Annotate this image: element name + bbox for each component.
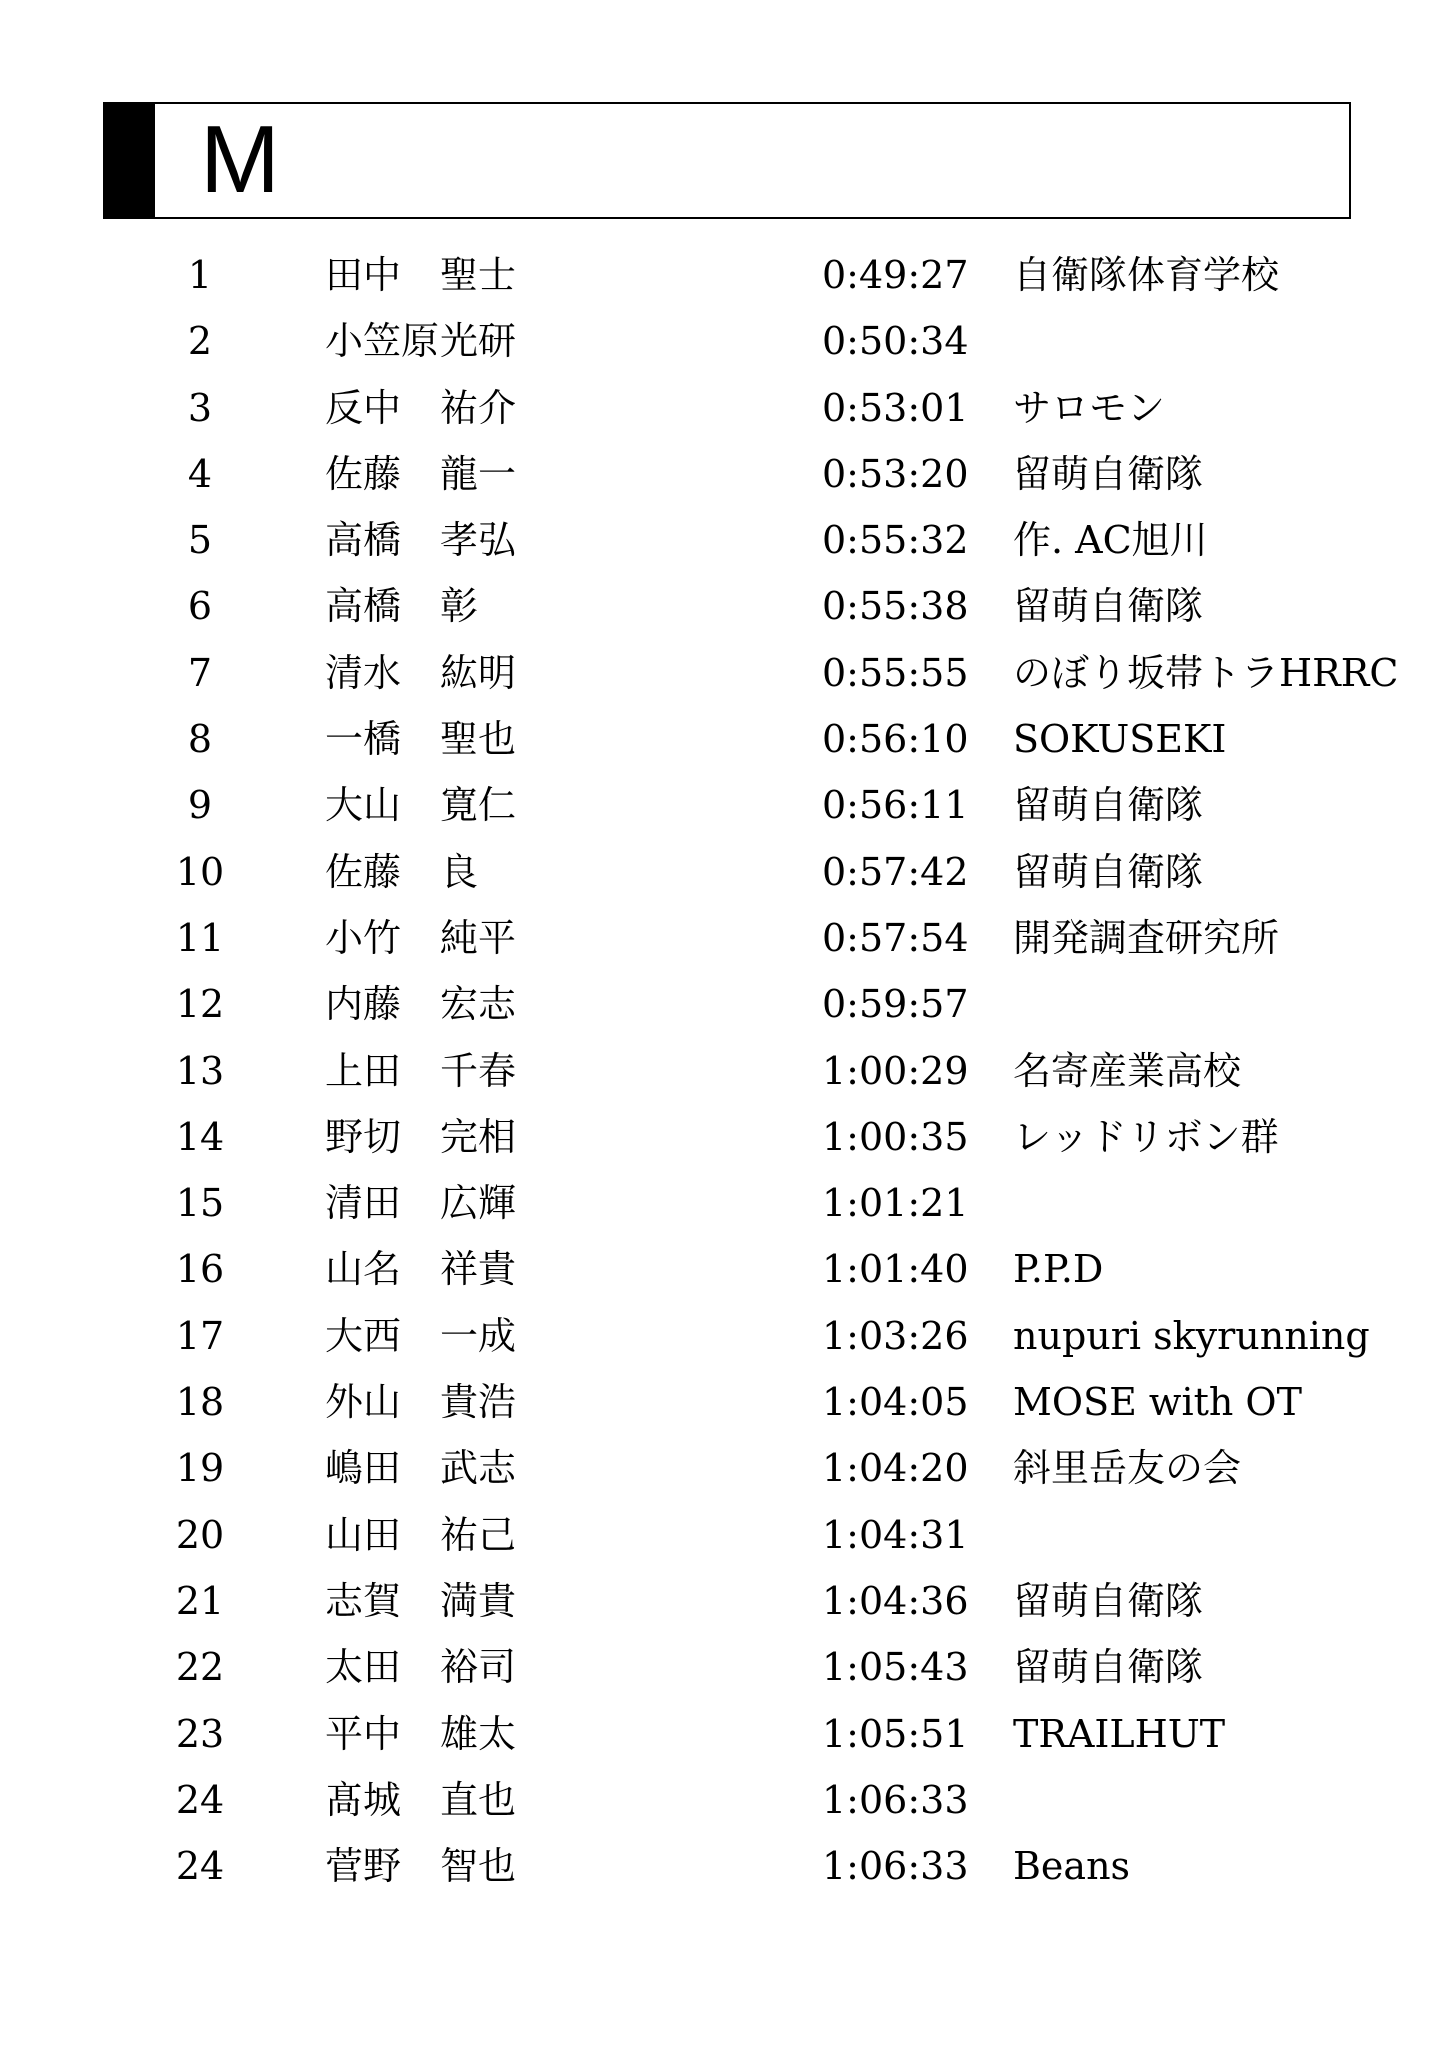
- team-name: 作. AC旭川: [1013, 518, 1208, 563]
- given-name: 寛仁: [440, 783, 517, 828]
- team-name: 留萌自衛隊: [1013, 783, 1204, 828]
- rank: 8: [187, 717, 213, 762]
- results-list: [0, 242, 1448, 1899]
- finish-time: 0:53:20: [822, 451, 969, 496]
- finish-time: 1:00:35: [822, 1114, 969, 1159]
- family-name: 志賀: [325, 1578, 402, 1623]
- finish-time: 0:55:32: [822, 518, 969, 563]
- finish-time: 0:50:34: [822, 319, 969, 364]
- finish-time: 1:03:26: [822, 1313, 969, 1358]
- given-name: 龍一: [440, 451, 517, 496]
- family-name: 上田: [325, 1048, 402, 1093]
- given-name: 満貴: [440, 1578, 517, 1623]
- finish-time: 0:55:38: [822, 584, 969, 629]
- result-row: [0, 1369, 1448, 1435]
- given-name: 広輝: [440, 1181, 517, 1226]
- given-name: 光研: [440, 319, 517, 364]
- rank: 17: [175, 1313, 225, 1358]
- given-name: 良: [440, 849, 479, 894]
- given-name: 雄太: [440, 1711, 517, 1756]
- result-row: [0, 1236, 1448, 1302]
- result-row: [0, 375, 1448, 441]
- given-name: 純平: [440, 915, 517, 960]
- result-row: [0, 1104, 1448, 1170]
- rank: 15: [175, 1181, 225, 1226]
- rank: 22: [175, 1645, 225, 1690]
- rank: 24: [175, 1777, 225, 1822]
- rank: 14: [175, 1114, 225, 1159]
- rank: 16: [175, 1247, 225, 1292]
- rank: 9: [187, 783, 213, 828]
- family-name: 平中: [325, 1711, 402, 1756]
- result-row: [0, 1170, 1448, 1236]
- finish-time: 1:05:43: [822, 1645, 969, 1690]
- rank: 12: [175, 982, 225, 1027]
- given-name: 紘明: [440, 650, 517, 695]
- rank: 23: [175, 1711, 225, 1756]
- team-name: 留萌自衛隊: [1013, 849, 1204, 894]
- finish-time: 0:49:27: [822, 253, 969, 297]
- team-name: P.P.D: [1013, 1247, 1104, 1292]
- finish-time: 1:01:21: [822, 1181, 969, 1226]
- finish-time: 1:04:05: [822, 1380, 969, 1425]
- team-name: nupuri skyrunning: [1013, 1313, 1370, 1358]
- finish-time: 0:57:54: [822, 915, 969, 960]
- rank: 19: [175, 1446, 225, 1491]
- family-name: 田中: [325, 253, 402, 297]
- team-name: MOSE with OT: [1013, 1380, 1302, 1425]
- result-row: [0, 242, 1448, 308]
- result-row: [0, 441, 1448, 507]
- given-name: 祐己: [440, 1512, 517, 1557]
- team-name: SOKUSEKI: [1013, 717, 1227, 762]
- result-row: [0, 1767, 1448, 1833]
- family-name: 太田: [325, 1645, 402, 1690]
- rank: 21: [175, 1578, 225, 1623]
- family-name: 髙城: [325, 1777, 402, 1822]
- given-name: 武志: [440, 1446, 517, 1491]
- team-name: サロモン: [1013, 385, 1166, 430]
- team-name: 開発調査研究所: [1013, 915, 1280, 960]
- result-row: [0, 772, 1448, 838]
- result-row: [0, 706, 1448, 772]
- family-name: 佐藤: [325, 849, 402, 894]
- family-name: 大西: [325, 1313, 402, 1358]
- team-name: 斜里岳友の会: [1013, 1446, 1242, 1491]
- result-row: [0, 1568, 1448, 1634]
- finish-time: 1:04:36: [822, 1578, 969, 1623]
- finish-time: 0:56:11: [822, 783, 969, 828]
- finish-time: 0:53:01: [822, 385, 969, 430]
- result-row: [0, 1634, 1448, 1700]
- given-name: 貴浩: [440, 1380, 517, 1425]
- family-name: 山名: [325, 1247, 402, 1292]
- result-row: [0, 507, 1448, 573]
- given-name: 孝弘: [440, 518, 517, 563]
- rank: 10: [175, 849, 225, 894]
- category-title: M: [200, 106, 280, 213]
- family-name: 清水: [325, 650, 402, 695]
- given-name: 聖士: [440, 253, 517, 297]
- family-name: 清田: [325, 1181, 402, 1226]
- family-name: 一橋: [325, 717, 402, 762]
- finish-time: 1:06:33: [822, 1844, 969, 1889]
- given-name: 直也: [440, 1777, 517, 1822]
- rank: 4: [187, 451, 213, 496]
- finish-time: 1:01:40: [822, 1247, 969, 1292]
- rank: 11: [175, 915, 225, 960]
- family-name: 小笠原: [325, 319, 440, 364]
- family-name: 内藤: [325, 982, 402, 1027]
- family-name: 反中: [325, 385, 402, 430]
- family-name: 高橋: [325, 518, 402, 563]
- finish-time: 1:06:33: [822, 1777, 969, 1822]
- finish-time: 0:57:42: [822, 849, 969, 894]
- category-header: [103, 102, 1351, 219]
- result-row: [0, 640, 1448, 706]
- family-name: 佐藤: [325, 451, 402, 496]
- rank: 7: [187, 650, 213, 695]
- team-name: 留萌自衛隊: [1013, 584, 1204, 629]
- given-name: 一成: [440, 1313, 517, 1358]
- result-row: [0, 1701, 1448, 1767]
- finish-time: 1:05:51: [822, 1711, 969, 1756]
- team-name: レッドリボン群: [1013, 1114, 1279, 1159]
- header-accent-bar: [105, 104, 155, 217]
- finish-time: 1:00:29: [822, 1048, 969, 1093]
- given-name: 宏志: [440, 982, 517, 1027]
- result-row: [0, 1833, 1448, 1899]
- given-name: 千春: [440, 1048, 517, 1093]
- team-name: 留萌自衛隊: [1013, 1578, 1204, 1623]
- result-row: [0, 1303, 1448, 1369]
- rank: 2: [187, 319, 213, 364]
- given-name: 祥貴: [440, 1247, 517, 1292]
- rank: 24: [175, 1844, 225, 1889]
- result-row: [0, 905, 1448, 971]
- family-name: 菅野: [325, 1844, 402, 1889]
- given-name: 祐介: [440, 385, 517, 430]
- result-row: [0, 1502, 1448, 1568]
- rank: 6: [187, 584, 213, 629]
- team-name: 自衛隊体育学校: [1013, 253, 1280, 297]
- given-name: 完相: [440, 1114, 517, 1159]
- given-name: 智也: [440, 1844, 517, 1889]
- team-name: TRAILHUT: [1013, 1711, 1226, 1756]
- rank: 3: [187, 385, 213, 430]
- given-name: 裕司: [440, 1645, 517, 1690]
- result-row: [0, 308, 1448, 374]
- team-name: 留萌自衛隊: [1013, 451, 1204, 496]
- team-name: Beans: [1013, 1844, 1131, 1889]
- family-name: 大山: [325, 783, 402, 828]
- result-row: [0, 1435, 1448, 1501]
- family-name: 野切: [325, 1114, 402, 1159]
- result-row: [0, 839, 1448, 905]
- result-row: [0, 971, 1448, 1037]
- finish-time: 0:59:57: [822, 982, 969, 1027]
- result-row: [0, 1038, 1448, 1104]
- family-name: 嶋田: [325, 1446, 402, 1491]
- finish-time: 0:56:10: [822, 717, 969, 762]
- rank: 20: [175, 1512, 225, 1557]
- family-name: 高橋: [325, 584, 402, 629]
- family-name: 山田: [325, 1512, 402, 1557]
- rank: 13: [175, 1048, 225, 1093]
- rank: 5: [187, 518, 213, 563]
- family-name: 外山: [325, 1380, 402, 1425]
- given-name: 彰: [440, 584, 479, 629]
- result-row: [0, 573, 1448, 639]
- rank: 18: [175, 1380, 225, 1425]
- team-name: 留萌自衛隊: [1013, 1645, 1204, 1690]
- finish-time: 0:55:55: [822, 650, 969, 695]
- finish-time: 1:04:31: [822, 1512, 969, 1557]
- rank: 1: [187, 253, 213, 297]
- team-name: 名寄産業高校: [1013, 1048, 1242, 1093]
- team-name: のぼり坂帯トラHRRC: [1013, 650, 1399, 695]
- family-name: 小竹: [325, 915, 402, 960]
- given-name: 聖也: [440, 717, 517, 762]
- finish-time: 1:04:20: [822, 1446, 969, 1491]
